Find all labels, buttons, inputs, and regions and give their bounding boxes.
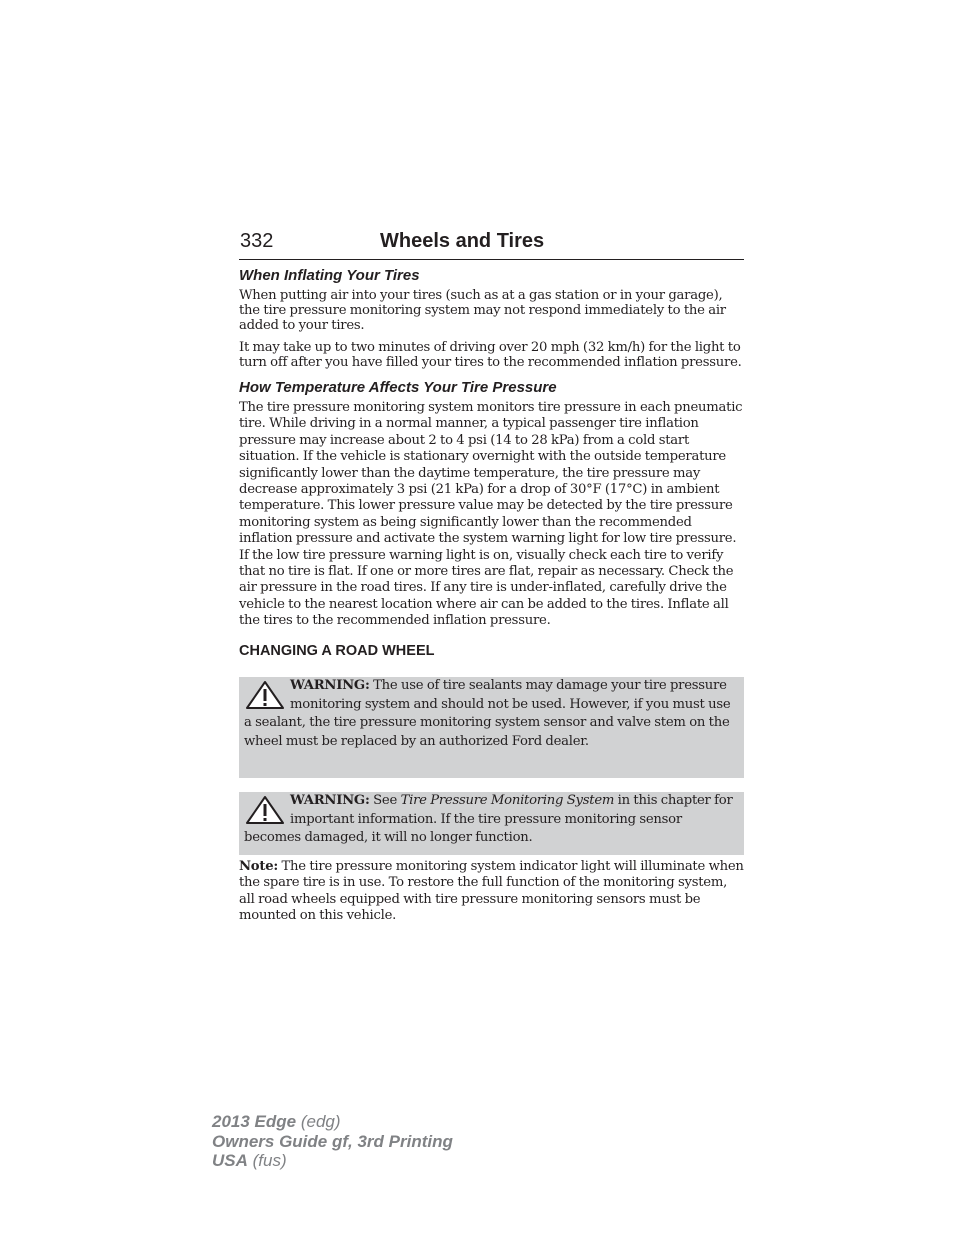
page-content: [239, 266, 744, 924]
footer-line-guide: [212, 1132, 453, 1152]
heading-temperature: How Temperature Affects Your Tire Pressure: [239, 379, 557, 397]
footer-market: USA: [212, 1151, 248, 1170]
paragraph-inflating-1: When putting air into your tires (such as at a gas station or in your garage), the tire pressure monitoring system may not respond immediately to the air added to your tires.: [239, 288, 726, 334]
warning-text-before: See: [369, 792, 401, 808]
heading-when-inflating: When Inflating Your Tires: [239, 267, 420, 284]
heading-changing-road-wheel: CHANGING A ROAD WHEEL: [239, 642, 435, 659]
warning-text-after: in this chapter for important information. If the tire pressure monitoring sensor becomes damaged, it will no longer function.: [244, 792, 733, 846]
paragraph-inflating-2: It may take up to two minutes of driving over 20 mph (32 km/h) for the light to turn off after you have filled your tires to the recommended inflation pressure.: [239, 339, 742, 370]
footer-guide: Owners Guide gf, 3rd Printing: [212, 1131, 453, 1151]
warning-box-tpms-reference: [239, 792, 744, 855]
cross-reference-link[interactable]: Tire Pressure Monitoring System: [400, 792, 615, 808]
page-header: [239, 229, 744, 260]
paragraph-temperature: The tire pressure monitoring system monitors tire pressure in each pneumatic tire. While driving in a normal manner, a typical passenger tire inflation pressure may increase about 2 to 4 psi (14 to 28 kPa) from a cold start situation. If the vehicle is stationary overnight with the outside temperature significantly lower than the daytime temperature, the tire pressure may decrease approximately 3 psi (21 kPa) for a drop of 30°F (17°C) in ambient temperature. This lower pressure value may be detected by the tire pressure monitoring system as being significantly lower than the recommended inflation pressure and activate the system warning light for low tire pressure. If the low tire pressure warning light is on, visually check each tire to verify that no tire is flat. If one or more tires are flat, repair as necessary. Check the air pressure in the road tires. If any tire is under-inflated, carefully drive the vehicle to the nearest location where air can be added to the tires. Inflate all the tires to the recommended inflation pressure.: [239, 400, 743, 629]
warning-box-sealants: [239, 677, 744, 778]
chapter-title: Wheels and Tires: [380, 230, 545, 252]
footer-line-model: [212, 1112, 453, 1132]
note-label: Note:: [239, 858, 278, 874]
footer-model-code: (edg): [296, 1112, 341, 1131]
page-footer: [212, 1112, 453, 1171]
warning-text: The use of tire sealants may damage your tire pressure monitoring system and should not be used. However, if you must use a sealant, the tire pressure monitoring system sensor and valve stem on the wheel must be replaced by an authorized Ford dealer.: [244, 677, 731, 750]
warning-label: WARNING:: [290, 792, 370, 808]
footer-market-code: (fus): [247, 1151, 287, 1170]
page-number: 332: [240, 230, 274, 252]
note-paragraph: [239, 859, 744, 925]
note-text: The tire pressure monitoring system indicator light will illuminate when the spare tire is in use. To restore the full function of the monitoring system, all road wheels equipped with tire pressure monitoring sensors must be mounted on this vehicle.: [239, 858, 744, 923]
footer-model: 2013 Edge: [212, 1112, 297, 1131]
footer-line-market: [212, 1151, 453, 1171]
warning-label: WARNING:: [290, 677, 370, 693]
warning-triangle-icon: [244, 794, 286, 826]
warning-triangle-icon: [244, 679, 286, 711]
